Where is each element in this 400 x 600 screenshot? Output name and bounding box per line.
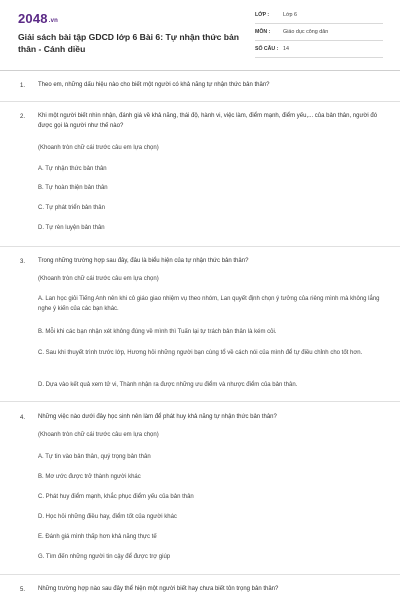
question-text: Những việc nào dưới đây học sinh nên làm để phát huy khả năng tự nhận thức bản thân? — [38, 414, 277, 420]
answer-option[interactable]: D. Học hỏi những điều hay, điểm tốt của người khác — [38, 514, 177, 520]
meta-value: Giáo dục công dân — [283, 29, 329, 35]
header-divider — [0, 70, 400, 71]
meta-row-count — [255, 44, 383, 58]
question-number: 5. — [20, 587, 26, 593]
meta-value: Lớp 6 — [283, 12, 298, 18]
question-note: (Khoanh tròn chữ cái trước câu em lựa chọn) — [38, 145, 159, 151]
question-text: Trong những trường hợp sau đây, đâu là biểu hiện của tự nhận thức bản thân? — [38, 258, 249, 264]
header — [0, 0, 400, 68]
answer-option[interactable]: C. Sau khi thuyết trình trước lớp, Hương hỏi những người bạn cùng tổ về cách nói của mình để tự điều chỉnh cho tốt hơn. — [38, 350, 363, 356]
logo-tld: .vn — [48, 18, 59, 24]
question-text: Khi một người biết nhìn nhận, đánh giá về khả năng, thái độ, hành vi, việc làm, điểm mạnh, điểm yếu,... của bản thân, người đó được gọi là người như thế nào? — [38, 113, 378, 129]
answer-option[interactable]: B. Tự hoàn thiện bản thân — [38, 185, 108, 191]
question-number: 3. — [20, 259, 26, 265]
meta-row-class — [255, 10, 383, 24]
site-logo[interactable] — [18, 11, 58, 26]
meta-row-subject — [255, 27, 383, 41]
question-note: (Khoanh tròn chữ cái trước câu em lựa chọn) — [38, 432, 159, 438]
question-number: 4. — [20, 415, 26, 421]
question-number: 1. — [20, 83, 26, 89]
question-divider — [0, 101, 400, 102]
answer-option[interactable]: G. Tìm đến những người tin cậy để được trợ giúp — [38, 554, 171, 560]
answer-option[interactable]: A. Tự nhận thức bản thân — [38, 166, 107, 172]
answer-option[interactable]: D. Tự rèn luyện bản thân — [38, 225, 105, 231]
logo-text: 2048 — [18, 11, 48, 26]
answer-option[interactable]: C. Tự phát triển bản thân — [38, 205, 105, 211]
question-divider — [0, 401, 400, 402]
meta-value: 14 — [283, 46, 289, 52]
answer-option[interactable]: A. Lan học giỏi Tiếng Anh nên khi cô giáo giao nhiệm vụ theo nhóm, Lan quyết định chọn ý tưởng của riêng mình mà không lắng nghe ý kiến của các bạn khác. — [38, 296, 380, 312]
meta-label: SỐ CÂU : — [255, 46, 279, 52]
question-text: Những trường hợp nào sau đây thể hiện một người biết hay chưa biết tôn trọng bản thân? — [38, 586, 279, 592]
answer-option[interactable]: B. Mơ ước được trở thành người khác — [38, 474, 141, 480]
question-note: (Khoanh tròn chữ cái trước câu em lựa chọn) — [38, 276, 159, 282]
question-divider — [0, 246, 400, 247]
meta-label: MÔN : — [255, 29, 271, 35]
question-divider — [0, 574, 400, 575]
answer-option[interactable]: D. Dựa vào kết quả xem tử vi, Thành nhận ra được những ưu điểm và nhược điểm của bản thân. — [38, 382, 298, 388]
question-text: Theo em, những dấu hiệu nào cho biết một người có khả năng tự nhận thức bản thân? — [38, 82, 270, 88]
page-title: Giải sách bài tập GDCD lớp 6 Bài 6: Tự nhận thức bản thân - Cánh diều — [18, 32, 240, 54]
meta-box — [255, 10, 383, 61]
answer-option[interactable]: E. Đánh giá mình thấp hơn khả năng thực tế — [38, 534, 157, 540]
answer-option[interactable]: B. Mỗi khi các bạn nhận xét không đúng về mình thì Tuấn lại tự trách bản thân là kém cỏi. — [38, 329, 277, 335]
question-number: 2. — [20, 114, 26, 120]
answer-option[interactable]: C. Phát huy điểm mạnh, khắc phục điểm yếu của bản thân — [38, 494, 194, 500]
answer-option[interactable]: A. Tự tin vào bản thân, quý trọng bản thân — [38, 454, 151, 460]
meta-label: LỚP : — [255, 12, 270, 18]
